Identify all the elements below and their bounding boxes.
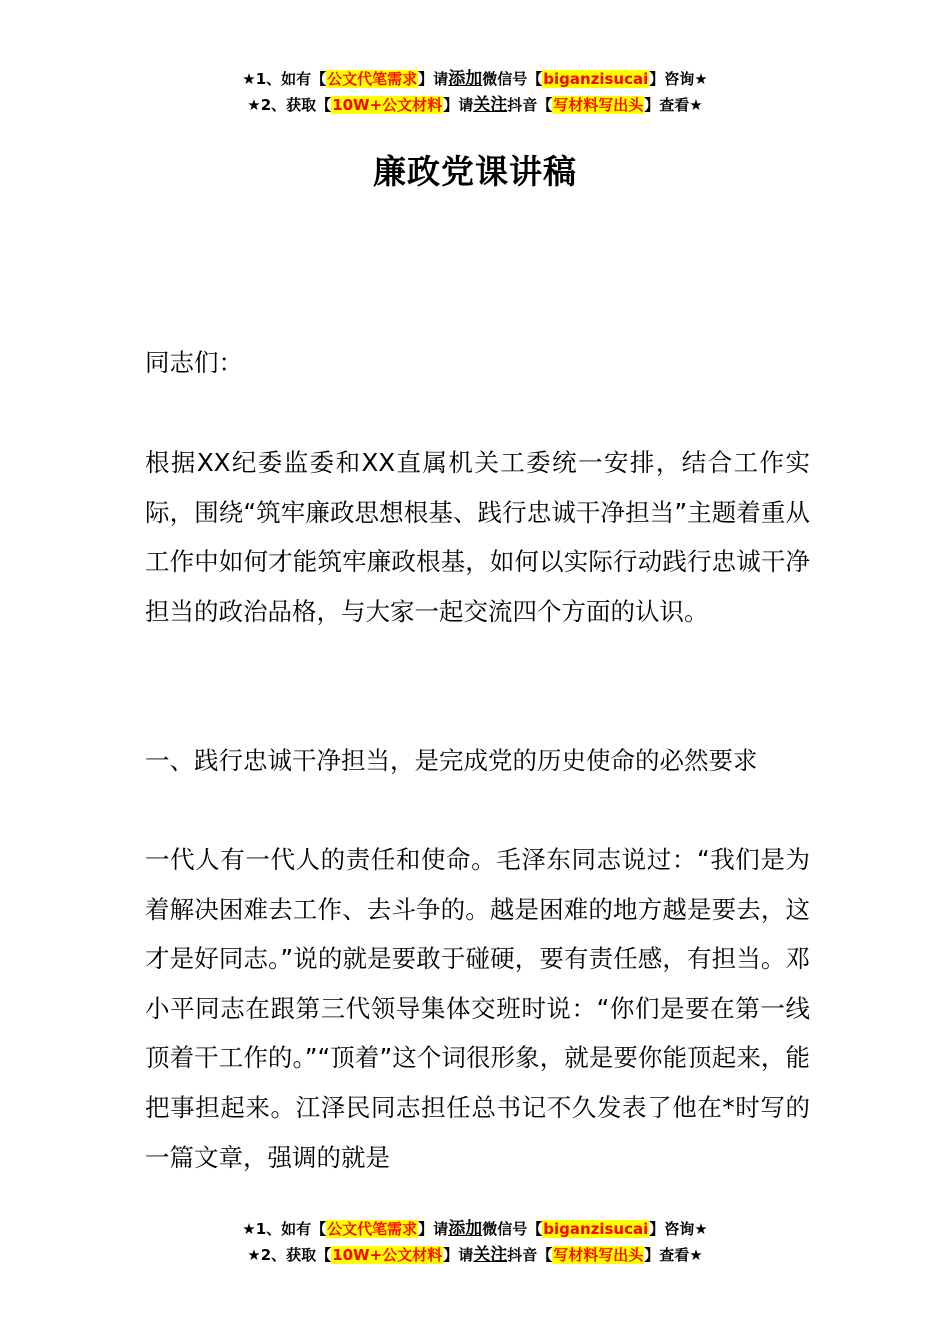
footer-line-1-suffix: 】咨询★ (649, 1220, 708, 1238)
footer-line-2-prefix: ★2、获取【 (247, 1246, 332, 1264)
header-banner (0, 66, 950, 118)
header-line-2-mid-2: 抖音【 (507, 96, 553, 114)
header-line-1-mid: 】请 (418, 70, 449, 88)
header-line-2-emphasis: 关注 (473, 95, 508, 115)
footer-line-2-emphasis: 关注 (473, 1245, 508, 1265)
footer-line-2-suffix: 】查看★ (644, 1246, 703, 1264)
header-line-2 (0, 92, 950, 118)
footer-banner (0, 1216, 950, 1268)
footer-line-1-mid: 】请 (418, 1220, 449, 1238)
footer-line-1-highlight-wechat-id: biganzisucai (543, 1220, 649, 1238)
footer-line-1 (0, 1216, 950, 1242)
footer-line-1-highlight-service: 公文代笔需求 (327, 1220, 418, 1238)
footer-line-2-highlight-materials: 10W+公文材料 (332, 1246, 443, 1264)
document-title: 廉政党课讲稿 (373, 152, 577, 191)
header-line-1-prefix: ★1、如有【 (242, 70, 327, 88)
header-line-1 (0, 66, 950, 92)
footer-line-1-emphasis: 添加 (448, 1219, 483, 1239)
header-line-1-suffix: 】咨询★ (649, 70, 708, 88)
header-line-2-mid: 】请 (443, 96, 474, 114)
footer-line-1-mid-2: 微信号【 (482, 1220, 543, 1238)
header-line-1-mid-2: 微信号【 (482, 70, 543, 88)
header-line-2-prefix: ★2、获取【 (247, 96, 332, 114)
section-heading-1: 一、践行忠诚干净担当，是完成党的历史使命的必然要求 (145, 746, 758, 775)
footer-line-2-mid-2: 抖音【 (507, 1246, 553, 1264)
header-line-2-highlight-douyin: 写材料写出头 (553, 96, 644, 114)
header-line-2-suffix: 】查看★ (644, 96, 703, 114)
paragraph-section-1: 一代人有一代人的责任和使命。毛泽东同志说过：“我们是为着解决困难去工作、去斗争的。越是困难的地方越是要去，这才是好同志。”说的就是要敢于碰硬，要有责任感，有担当。邓小平同志在跟第三代领导集体交班时说：“你们是要在第一线顶着干工作的。”“顶着”这个词很形象，就是要你能顶起来，能把事担起来。江泽民同志担任总书记不久发表了他在*时写的一篇文章，强调的就是 (145, 845, 810, 1172)
paragraph-intro: 根据XX纪委监委和XX直属机关工委统一安排，结合工作实际，围绕“筑牢廉政思想根基、践行忠诚干净担当”主题着重从工作中如何才能筑牢廉政根基，如何以实际行动践行忠诚干净担当的政治品格，与大家一起交流四个方面的认识。 (145, 448, 810, 626)
footer-line-2-mid: 】请 (443, 1246, 474, 1264)
footer-line-2-highlight-douyin: 写材料写出头 (553, 1246, 644, 1264)
salutation: 同志们： (145, 348, 243, 377)
footer-line-2 (0, 1242, 950, 1268)
header-line-1-emphasis: 添加 (448, 69, 483, 89)
header-line-1-highlight-wechat-id: biganzisucai (543, 70, 649, 88)
footer-line-1-prefix: ★1、如有【 (242, 1220, 327, 1238)
header-line-2-highlight-materials: 10W+公文材料 (332, 96, 443, 114)
header-line-1-highlight-service: 公文代笔需求 (327, 70, 418, 88)
